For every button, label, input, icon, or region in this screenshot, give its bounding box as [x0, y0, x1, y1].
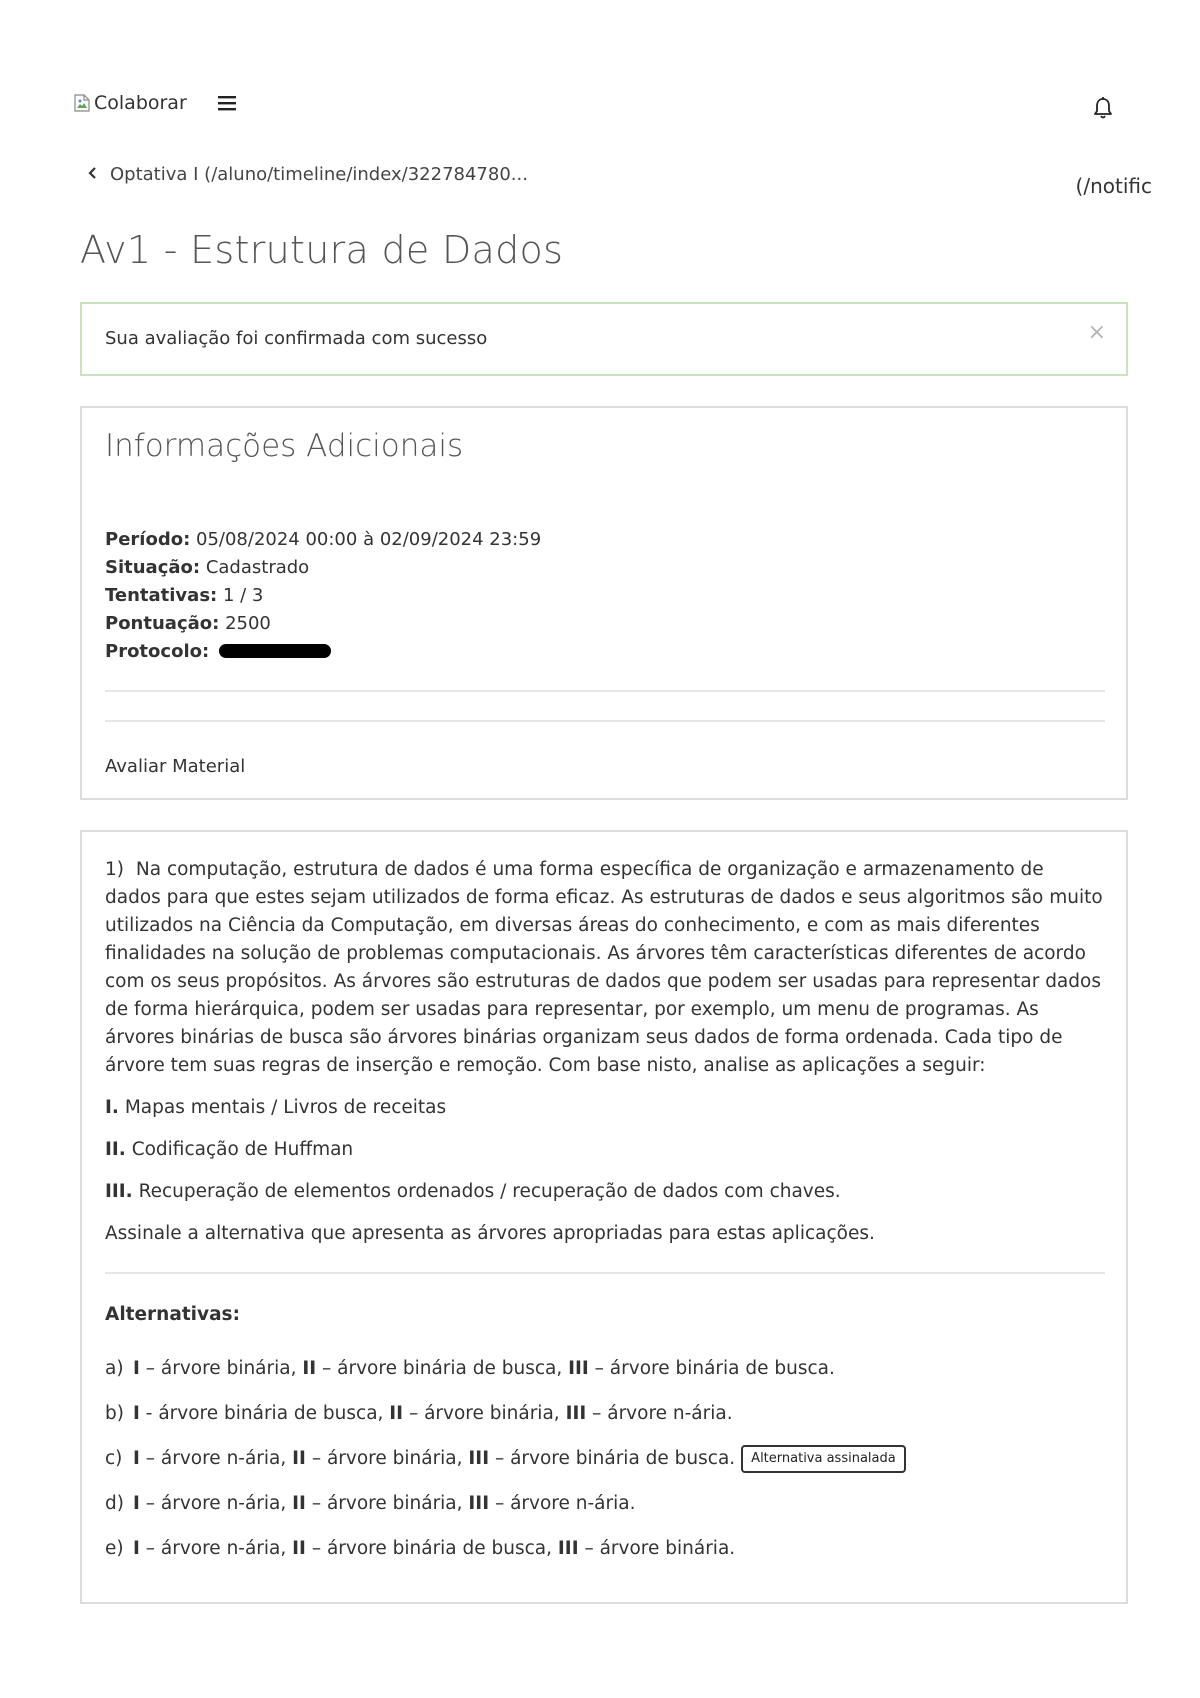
success-alert	[80, 302, 1128, 376]
question-panel	[80, 830, 1128, 1604]
item-num: I.	[105, 1097, 119, 1118]
question-item	[105, 1136, 1105, 1164]
tentativas-label: Tentativas:	[105, 585, 218, 606]
item-num: III.	[105, 1181, 133, 1202]
alternative-letter: d)	[105, 1493, 124, 1514]
rate-material-link[interactable]: Avaliar Material	[105, 756, 246, 777]
question-text: Na computação, estrutura de dados é uma forma específica de organização e armazenamento de dados para que estes sejam utilizados de forma eficaz. As estruturas de dados e seus algoritmos são muito utilizados na Ciência da Computação, em diversas áreas do conhecimento, e com as mais diferentes finalidades na solução de problemas computacionais. As árvores têm características diferentes de acordo com os seus propósitos. As árvores são estruturas de dados que podem ser usadas para representar dados de forma hierárquica, podem ser usadas para representar, por exemplo, um menu de programas. As árvores binárias de busca são árvores binárias organizam seus dados de forma ordenada. Cada tipo de árvore tem suas regras de inserção e remoção. Com base nisto, analise as aplicações a seguir:	[105, 859, 1103, 1076]
breadcrumb[interactable]	[86, 164, 528, 185]
situacao-label: Situação:	[105, 557, 201, 578]
item-num: II.	[105, 1139, 126, 1160]
alternative-a[interactable]	[105, 1346, 1105, 1391]
question-item	[105, 1094, 1105, 1122]
alert-message: Sua avaliação foi confirmada com sucesso	[105, 328, 488, 349]
alternative-b[interactable]	[105, 1391, 1105, 1436]
additional-info-panel	[80, 406, 1128, 800]
breadcrumb-link[interactable]: Optativa I (/aluno/timeline/index/322784780...	[110, 164, 528, 185]
pontuacao-value: 2500	[225, 613, 271, 634]
periodo-label: Período:	[105, 529, 191, 550]
divider	[105, 720, 1105, 722]
alternative-letter: c)	[105, 1448, 123, 1469]
situacao-value: Cadastrado	[205, 557, 310, 578]
alternative-letter: e)	[105, 1538, 124, 1559]
periodo-value: 05/08/2024 00:00 à 02/09/2024 23:59	[196, 529, 542, 550]
divider	[105, 690, 1105, 692]
bell-icon[interactable]	[1092, 96, 1114, 124]
alternative-text: I – árvore n-ária, II – árvore binária, III – árvore binária de busca.	[133, 1448, 736, 1469]
redacted-protocol-value	[219, 644, 331, 658]
info-list	[105, 526, 541, 666]
alternative-text: I – árvore n-ária, II – árvore binária de busca, III – árvore binária.	[133, 1538, 736, 1559]
question-number: 1)	[105, 859, 124, 880]
info-protocolo	[105, 638, 541, 666]
alternative-c[interactable]	[105, 1436, 1105, 1481]
info-periodo	[105, 526, 541, 554]
item-text: Mapas mentais / Livros de receitas	[124, 1097, 447, 1118]
alternative-d[interactable]	[105, 1481, 1105, 1526]
question-body	[105, 856, 1105, 1262]
info-pontuacao	[105, 610, 541, 638]
alternative-text: I - árvore binária de busca, II – árvore binária, III – árvore n-ária.	[133, 1403, 733, 1424]
alternative-e[interactable]	[105, 1526, 1105, 1571]
chevron-left-icon	[86, 164, 100, 185]
item-text: Codificação de Huffman	[131, 1139, 354, 1160]
protocolo-label: Protocolo:	[105, 641, 210, 662]
alternatives-title: Alternativas:	[105, 1304, 240, 1325]
divider	[105, 1272, 1105, 1274]
tentativas-value: 1 / 3	[222, 585, 264, 606]
logo[interactable]	[74, 92, 187, 114]
item-text: Recuperação de elementos ordenados / recuperação de dados com chaves.	[138, 1181, 841, 1202]
notifications-link[interactable]: (/notific	[1075, 174, 1152, 198]
logo-alt-text: Colaborar	[94, 92, 187, 114]
alternative-letter: a)	[105, 1358, 124, 1379]
question-instruction: Assinale a alternativa que apresenta as árvores apropriadas para estas aplicações.	[105, 1223, 875, 1244]
top-bar	[74, 92, 1114, 126]
marked-alternative-badge: Alternativa assinalada	[741, 1445, 906, 1473]
info-situacao	[105, 554, 541, 582]
alternatives-list	[105, 1346, 1105, 1571]
close-icon[interactable]: ×	[1087, 320, 1106, 345]
page-title: Av1 - Estrutura de Dados	[80, 228, 564, 272]
info-tentativas	[105, 582, 541, 610]
alternative-text: I – árvore binária, II – árvore binária de busca, III – árvore binária de busca.	[133, 1358, 835, 1379]
broken-image-icon	[74, 94, 92, 112]
pontuacao-label: Pontuação:	[105, 613, 220, 634]
question-statement	[105, 856, 1105, 1080]
panel-title: Informações Adicionais	[105, 428, 464, 464]
hamburger-menu-icon[interactable]	[217, 94, 237, 116]
alternative-letter: b)	[105, 1403, 124, 1424]
question-item	[105, 1178, 1105, 1206]
alternative-text: I – árvore n-ária, II – árvore binária, III – árvore n-ária.	[133, 1493, 636, 1514]
